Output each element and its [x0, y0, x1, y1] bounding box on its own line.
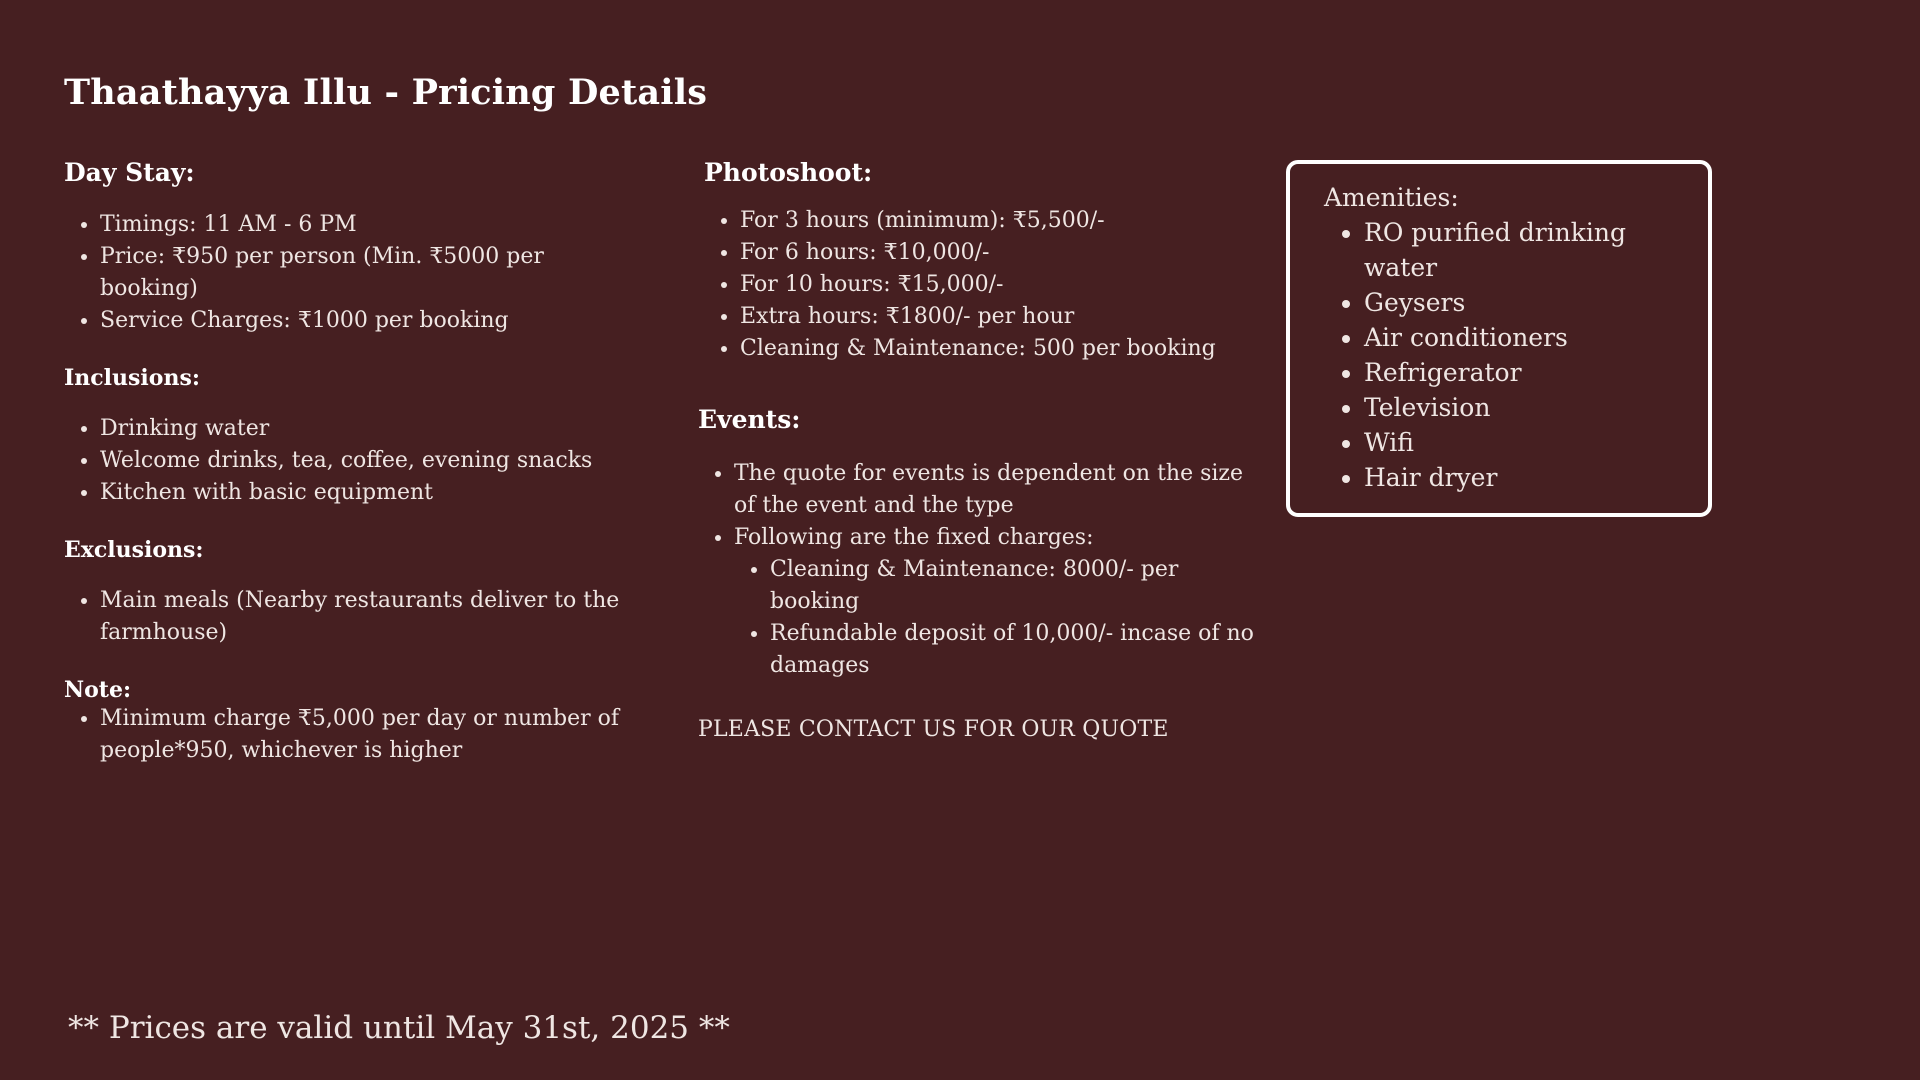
list-item: • The quote for events is dependent on the size of the event and the type	[734, 458, 1258, 522]
list-item: • Cleaning & Maintenance: 8000/- per booking	[770, 554, 1258, 618]
list-item: • Welcome drinks, tea, coffee, evening snacks	[100, 445, 634, 477]
list-item: • Cleaning & Maintenance: 500 per booking	[740, 333, 1258, 365]
list-item: • RO purified drinking water	[1364, 215, 1664, 285]
list-item: • Television	[1364, 390, 1664, 425]
events-heading: Events:	[698, 405, 801, 434]
list-item: • Geysers	[1364, 285, 1664, 320]
list-item: • Extra hours: ₹1800/- per hour	[740, 301, 1258, 333]
list-item: • For 6 hours: ₹10,000/-	[740, 237, 1258, 269]
fixed-charges-label: Following are the fixed charges:	[734, 525, 1094, 550]
list-item: • Refundable deposit of 10,000/- incase of no damages	[770, 618, 1258, 682]
amenities-box	[1286, 160, 1712, 517]
photoshoot-events-column	[698, 158, 1258, 746]
photoshoot-heading: Photoshoot:	[704, 158, 873, 187]
photoshoot-list	[698, 205, 1258, 365]
list-item: • Hair dryer	[1364, 460, 1664, 495]
page-title: Thaathayya Illu - Pricing Details	[64, 72, 708, 113]
fixed-charges-list	[734, 554, 1258, 682]
validity-footer: ** Prices are valid until May 31st, 2025 **	[68, 1010, 730, 1046]
list-item: • Price: ₹950 per person (Min. ₹5000 per booking)	[100, 241, 634, 305]
amenities-heading: Amenities:	[1324, 183, 1459, 212]
list-item: • Drinking water	[100, 413, 634, 445]
events-list	[698, 458, 1258, 682]
contact-note: PLEASE CONTACT US FOR OUR QUOTE	[698, 717, 1169, 742]
list-item: • Refrigerator	[1364, 355, 1664, 390]
note-list	[64, 703, 634, 767]
list-item: • Air conditioners	[1364, 320, 1664, 355]
note-heading: Note:	[64, 677, 132, 703]
inclusions-list	[64, 413, 634, 509]
list-item: • For 10 hours: ₹15,000/-	[740, 269, 1258, 301]
list-item	[734, 522, 1258, 682]
list-item: • Minimum charge ₹5,000 per day or number of people*950, whichever is higher	[100, 703, 634, 767]
day-stay-column	[64, 158, 634, 767]
amenities-list	[1324, 215, 1708, 495]
inclusions-heading: Inclusions:	[64, 365, 200, 391]
exclusions-list	[64, 585, 634, 649]
list-item: • Main meals (Nearby restaurants deliver to the farmhouse)	[100, 585, 634, 649]
list-item: • Service Charges: ₹1000 per booking	[100, 305, 634, 337]
list-item: • Kitchen with basic equipment	[100, 477, 634, 509]
list-item: • For 3 hours (minimum): ₹5,500/-	[740, 205, 1258, 237]
exclusions-heading: Exclusions:	[64, 537, 204, 563]
day-stay-list	[64, 209, 634, 337]
list-item: • Wifi	[1364, 425, 1664, 460]
list-item: • Timings: 11 AM - 6 PM	[100, 209, 634, 241]
day-stay-heading: Day Stay:	[64, 158, 195, 187]
